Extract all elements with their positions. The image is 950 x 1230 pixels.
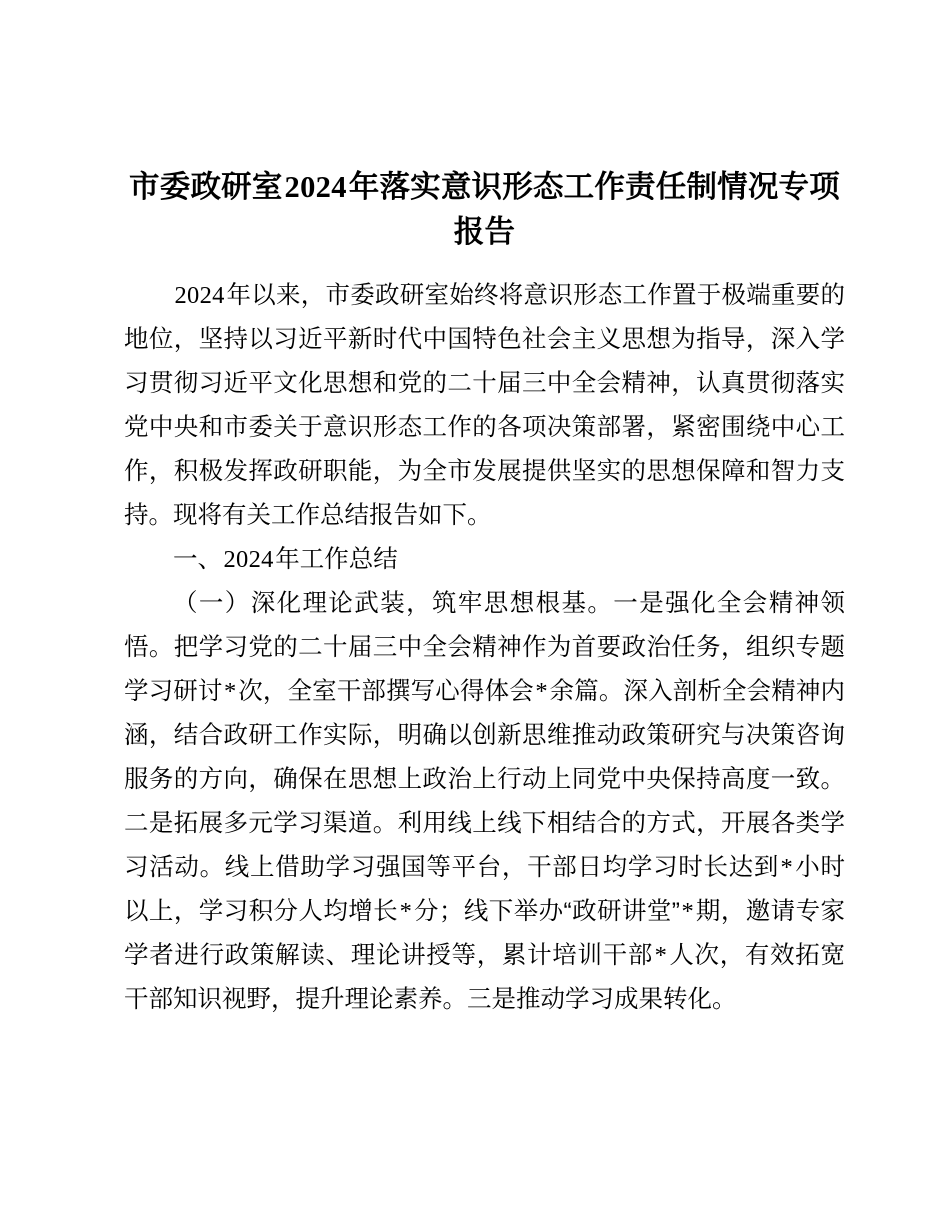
paragraph-lead: 2024年以来，市委政研室始终将意识形态工作置于极端重要的地位，坚持以习近平新时代中国特色社会主义思想为指导，深入学习贯彻习近平文化思想和党的二十届三中全会精神，认真贯彻落实党中央和市委关于意识形态工作的各项决策部署，紧密围绕中心工作，积极发挥政研职能，为全市发展提供坚实的思想保障和智力支持。现将有关工作总结报告如下。 (124, 282, 845, 529)
paragraph-section-1-1: （一）深化理论武装，筑牢思想根基。一是强化全会精神领悟。把学习党的二十届三中全会精神作为首要政治任务，组织专题学习研讨*次，全室干部撰写心得体会*余篇。深入剖析全会精神内涵，结合政研工作实际，明确以创新思维推动政策研究与决策咨询服务的方向，确保在思想上政治上行动上同党中央保持高度一致。二是拓展多元学习渠道。利用线上线下相结合的方式，开展各类学习活动。线上借助学习强国等平台，干部日均学习时长达到*小时以上，学习积分人均增长*分；线下举办“政研讲堂”*期，邀请专家学者进行政策解读、理论讲授等，累计培训干部*人次，有效拓宽干部知识视野，提升理论素养。三是推动学习成果转化。 (124, 590, 846, 1013)
document-body (124, 274, 845, 1022)
page-title: 市委政研室2024年落实意识形态工作责任制情况专项报告 (129, 170, 840, 249)
section-heading-1: 一、2024年工作总结 (173, 546, 398, 573)
